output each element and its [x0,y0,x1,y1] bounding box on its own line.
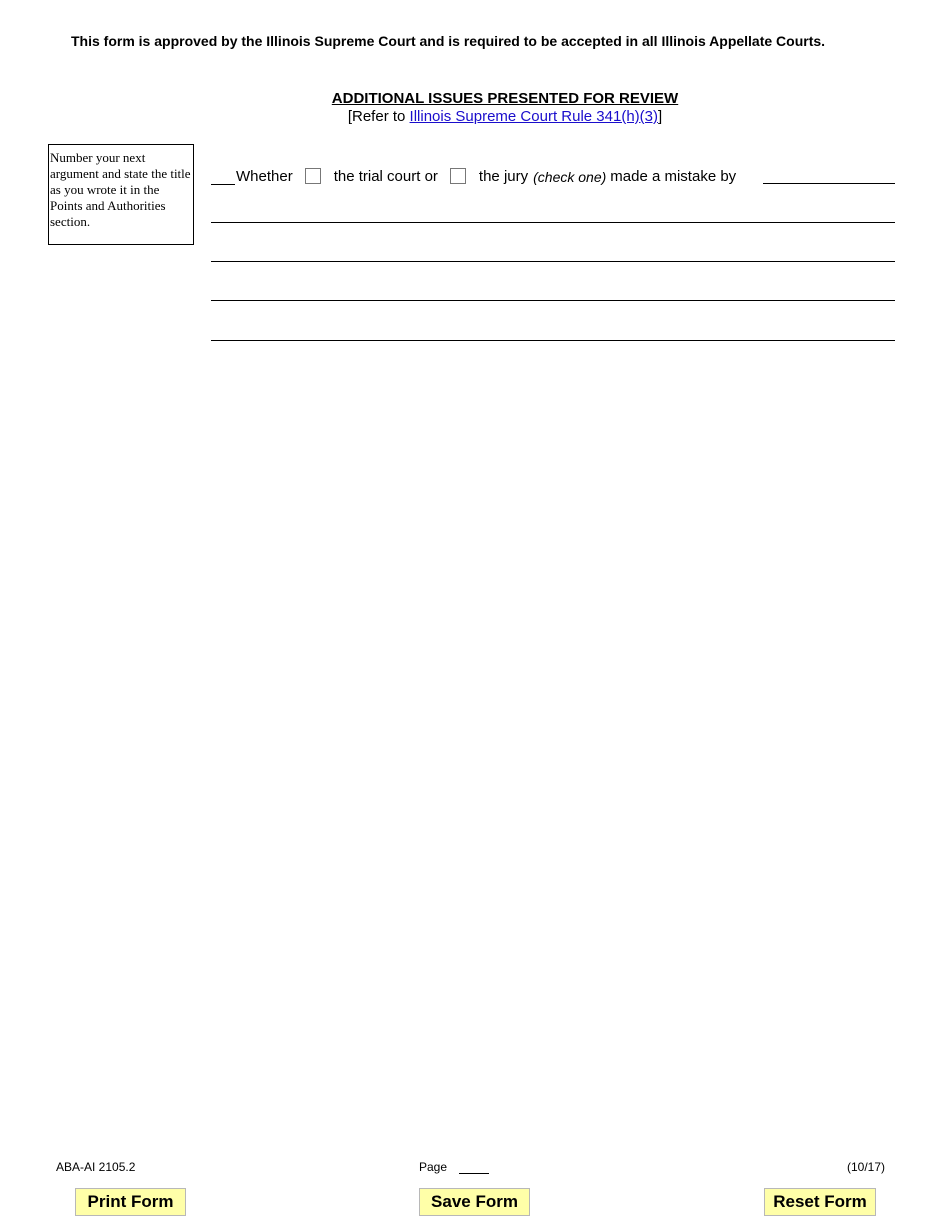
instruction-box: Number your next argument and state the title as you wrote it in the Points and Authorities section. [48,144,194,245]
page-number [419,1160,489,1174]
issue-text-field-3[interactable] [211,261,895,262]
page-title-text: ADDITIONAL ISSUES PRESENTED FOR REVIEW [331,90,679,107]
whether-label: Whether [236,168,293,185]
issue-number-field[interactable] [211,167,235,185]
jury-label: the jury [478,168,529,185]
reset-form-button[interactable]: Reset Form [764,1188,876,1216]
approval-notice: This form is approved by the Illinois Supreme Court and is required to be accepted in all Illinois Appellate Courts. [71,33,826,49]
issue-text-field-4[interactable] [211,300,895,301]
page-title [0,90,950,107]
page-number-field[interactable] [459,1161,489,1174]
issue-text-field-2[interactable] [211,222,895,223]
trial-court-label: the trial court or [333,168,438,185]
check-one-hint: (check one) [533,169,607,185]
print-form-button[interactable]: Print Form [75,1188,186,1216]
made-mistake-label: made a mistake by [610,168,737,185]
form-code: ABA-AI 2105.2 [56,1160,136,1174]
jury-checkbox[interactable] [450,168,466,184]
trial-court-checkbox[interactable] [305,168,321,184]
rule-341-link[interactable]: Illinois Supreme Court Rule 341(h)(3) [409,108,658,125]
issue-text-field-1[interactable] [763,183,895,184]
page-label: Page [419,1160,448,1174]
save-form-button[interactable]: Save Form [419,1188,530,1216]
revision-date: (10/17) [847,1160,886,1174]
issue-row [211,165,736,185]
rule-reference [0,108,950,125]
rule-reference-suffix: ] [657,108,663,125]
rule-reference-prefix: [Refer to [347,108,410,125]
issue-text-field-5[interactable] [211,340,895,341]
